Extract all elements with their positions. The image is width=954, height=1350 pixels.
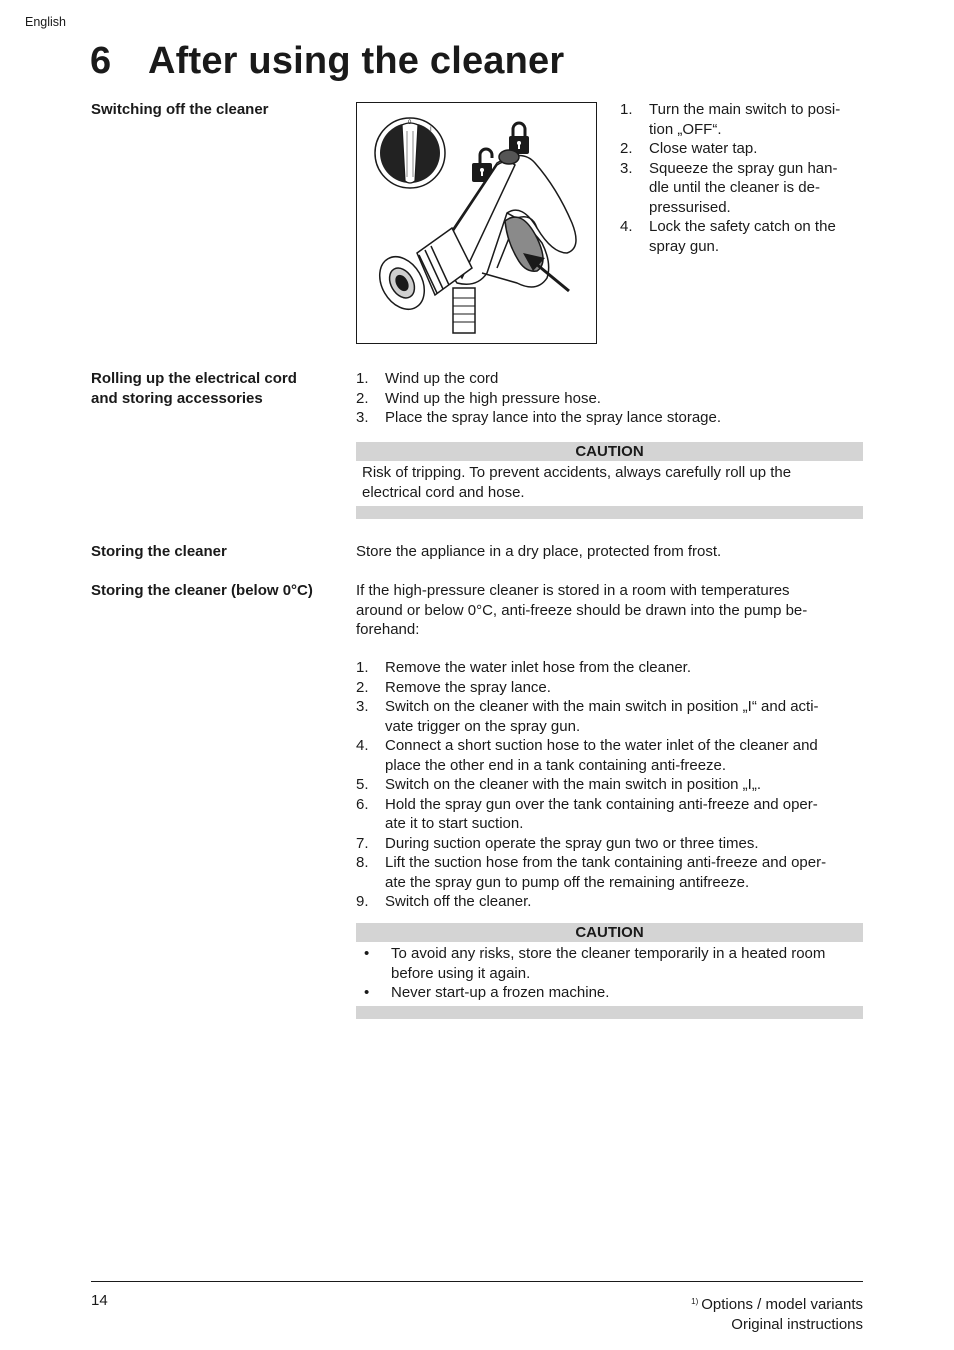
list-item: 1. Remove the water inlet hose from the cleaner. bbox=[356, 659, 691, 676]
list-item: 3. Squeeze the spray gun han- dle until the cleaner is de- pressurised. bbox=[620, 159, 838, 216]
switching-off-heading: Switching off the cleaner bbox=[91, 101, 269, 118]
step-text: Lock the safety catch on the spray gun. bbox=[649, 218, 836, 255]
bullet-text: Never start-up a frozen machine. bbox=[391, 984, 610, 1001]
list-item: 8. Lift the suction hose from the tank containing anti-freeze and oper- ate the spray gun to pump off the remaining antifreeze. bbox=[356, 854, 827, 891]
rolling-up-heading: Rolling up the electrical cord and storing accessories bbox=[91, 370, 297, 407]
step-text: Wind up the cord bbox=[385, 370, 499, 387]
document-type: Original instructions bbox=[731, 1316, 863, 1333]
chapter-title bbox=[90, 40, 564, 83]
dial-label-on: I bbox=[430, 127, 432, 133]
storing-text: Store the appliance in a dry place, protected from frost. bbox=[356, 543, 722, 560]
step-text: Close water tap. bbox=[649, 140, 758, 157]
caution-title: CAUTION bbox=[356, 442, 863, 461]
storing-heading: Storing the cleaner bbox=[91, 543, 227, 560]
step-text: Switch on the cleaner with the main switch in position „I“ and acti- vate trigger on the spray gun. bbox=[385, 698, 819, 735]
list-item: 2. Remove the spray lance. bbox=[356, 678, 551, 696]
dial-label-off: 0 bbox=[408, 120, 412, 126]
list-item: • Never start-up a frozen machine. bbox=[364, 984, 610, 1001]
step-text: Lift the suction hose from the tank containing anti-freeze and oper- ate the spray gun to pump off the remaining antifreeze. bbox=[385, 854, 827, 891]
step-text: Wind up the high pressure hose. bbox=[385, 389, 601, 407]
list-item: 4. Lock the safety catch on the spray gun. bbox=[620, 218, 836, 255]
chapter-title-text: After using the cleaner bbox=[148, 40, 565, 82]
step-text: Remove the water inlet hose from the cleaner. bbox=[385, 659, 691, 676]
caution-footer-bar bbox=[356, 506, 863, 519]
squeeze-arrow-icon bbox=[523, 253, 569, 291]
list-item: 3. Switch on the cleaner with the main switch in position „I“ and acti- vate trigger on the spray gun. bbox=[356, 698, 819, 735]
list-item: 4. Connect a short suction hose to the water inlet of the cleaner and place the other end in a tank containing anti-freeze. bbox=[356, 737, 818, 774]
spray-gun-figure bbox=[356, 102, 597, 344]
lock-closed-icon bbox=[509, 123, 529, 154]
caution-text: Risk of tripping. To prevent accidents, always carefully roll up the electrical cord and hose. bbox=[362, 464, 792, 501]
step-text: During suction operate the spray gun two or three times. bbox=[385, 834, 759, 852]
list-item: 7. During suction operate the spray gun two or three times. bbox=[356, 834, 759, 852]
storing-below-zero-heading: Storing the cleaner (below 0°C) bbox=[91, 582, 313, 599]
storing-below-zero-intro: If the high-pressure cleaner is stored in a room with temperatures around or below 0°C, anti-freeze should be drawn into the pump be- forehand: bbox=[356, 582, 808, 638]
list-item: 2. Close water tap. bbox=[620, 140, 758, 157]
step-text: Hold the spray gun over the tank containing anti-freeze and oper- ate it to start suction. bbox=[385, 795, 818, 832]
caution-footer-bar bbox=[356, 1006, 863, 1019]
list-item: 1. Turn the main switch to posi- tion „OFF“. bbox=[620, 101, 841, 138]
footer-divider bbox=[91, 1281, 863, 1282]
list-item: • To avoid any risks, store the cleaner temporarily in a heated room before using it again. bbox=[364, 945, 826, 982]
step-text: Turn the main switch to posi- tion „OFF“. bbox=[649, 101, 841, 138]
bullet-text: To avoid any risks, store the cleaner temporarily in a heated room before using it again. bbox=[391, 945, 826, 982]
chapter-number: 6 bbox=[90, 40, 112, 82]
page-number: 14 bbox=[91, 1292, 108, 1309]
main-switch-dial-icon bbox=[375, 118, 445, 188]
step-text: Squeeze the spray gun han- dle until the cleaner is de- pressurised. bbox=[649, 159, 838, 216]
language-label: English bbox=[25, 15, 66, 29]
caution-title: CAUTION bbox=[356, 923, 863, 942]
step-text: Connect a short suction hose to the water inlet of the cleaner and place the other end in a tank containing anti-freeze. bbox=[385, 737, 818, 774]
step-text: Switch on the cleaner with the main switch in position „I„. bbox=[385, 776, 762, 793]
rolling-up-steps bbox=[356, 369, 863, 428]
caution-box-tripping bbox=[356, 442, 863, 519]
footnote-mark: 1) bbox=[691, 1297, 699, 1306]
footer-notes bbox=[691, 1292, 863, 1335]
caution-box-frost bbox=[356, 923, 863, 1019]
list-item: 9. Switch off the cleaner. bbox=[356, 893, 532, 910]
list-item: 1. Wind up the cord bbox=[356, 370, 499, 387]
list-item: 2. Wind up the high pressure hose. bbox=[356, 389, 601, 407]
switching-off-steps bbox=[620, 100, 870, 256]
spray-gun-illustration bbox=[357, 103, 597, 344]
list-item: 6. Hold the spray gun over the tank containing anti-freeze and oper- ate it to start suction. bbox=[356, 795, 818, 832]
list-item: 3. Place the spray lance into the spray lance storage. bbox=[356, 409, 722, 426]
step-text: Place the spray lance into the spray lance storage. bbox=[385, 409, 722, 426]
list-item: 5. Switch on the cleaner with the main switch in position „I„. bbox=[356, 776, 762, 793]
step-text: Switch off the cleaner. bbox=[385, 893, 532, 910]
step-text: Remove the spray lance. bbox=[385, 678, 551, 696]
footnote-text: Options / model variants bbox=[701, 1296, 863, 1313]
storing-below-zero-steps bbox=[356, 658, 863, 912]
